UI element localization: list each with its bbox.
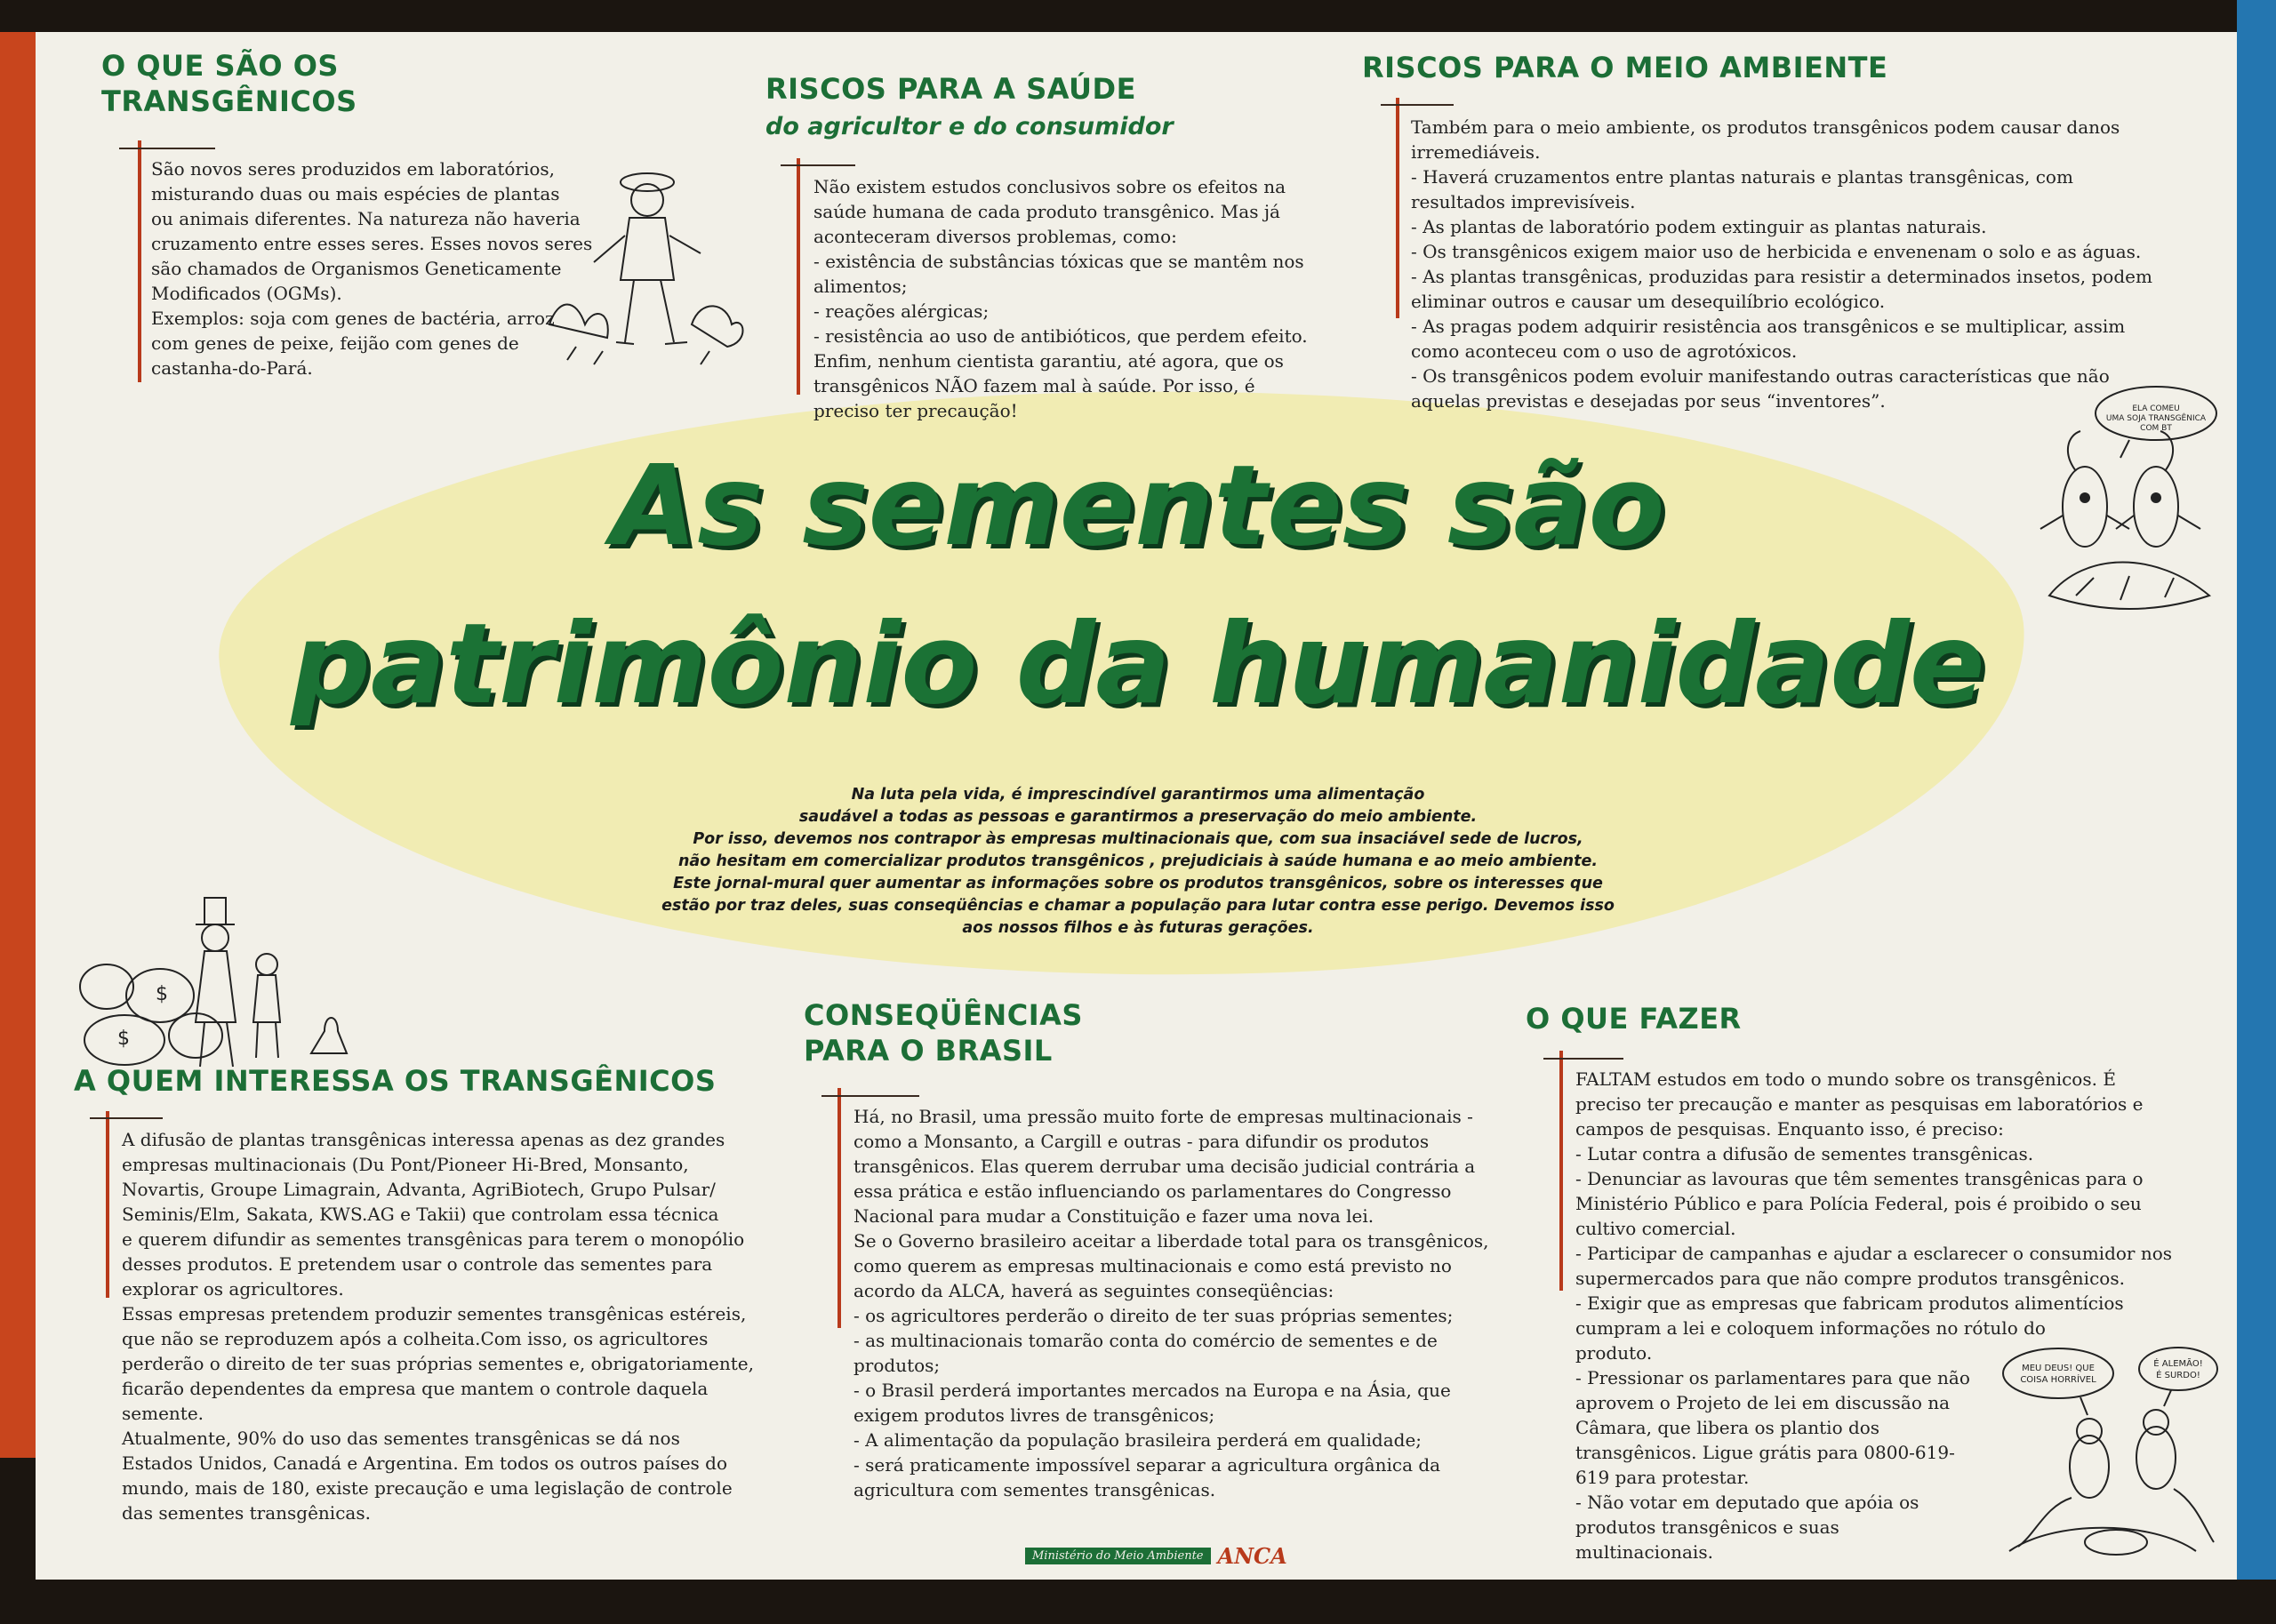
- interests-marker-bar: [90, 1117, 163, 1119]
- what-are-body: São novos seres produzidos em laboratórios, misturando duas ou mais espécies de plantas ou animais diferentes. Na natureza não haveria cruzamento entre esses seres. Esses novos seres são chamados de Organismos Geneticamente Modificados (OGMs). Exemplos: soja com genes de bactéria, arroz com genes de peixe, feijão com genes de castanha-do-Pará.: [151, 158, 593, 379]
- what-are-marker-bar: [119, 148, 215, 149]
- health-marker-bar: [781, 164, 855, 166]
- svg-text:É ALEMÃO!: É ALEMÃO!: [2153, 1359, 2203, 1369]
- svg-text:UMA SOJA TRANSGÊNICA: UMA SOJA TRANSGÊNICA: [2105, 414, 2207, 423]
- svg-text:$: $: [117, 1028, 130, 1050]
- consequences-marker-bar: [821, 1095, 919, 1097]
- environment-marker: [1396, 98, 1399, 318]
- environment-marker-bar: [1381, 104, 1454, 106]
- businessman-money-illustration: [71, 889, 373, 1076]
- main-title-line-1: As sementes são: [611, 442, 1665, 571]
- interests-heading: A QUEM INTERESSA OS TRANSGÊNICOS: [74, 1064, 717, 1098]
- environment-body: Também para o meio ambiente, os produtos transgênicos podem causar danos irremediáveis. - Haverá cruzamentos entre plantas naturais e plantas transgênicas, com resultados imprevisíveis. - As plantas de laboratório podem extinguir as plantas naturais. - Os transgênicos exigem maior uso de herbicida e envenenam o solo e as águas. - As plantas transgênicas, produzidas para resistir a determinados insetos, podem eliminar outros e causar um desequilíbrio ecológico. - As pragas podem adquirir resistência aos transgênicos e se multiplicar, assim como aconteceu com o uso de agrotóxicos. - Os transgênicos podem evoluir manifestando outras características que não aquelas previstas e desejadas por seus “inventores”.: [1411, 116, 2152, 412]
- svg-text:MEU DEUS! QUE: MEU DEUS! QUE: [2022, 1364, 2095, 1373]
- what-to-do-marker: [1559, 1051, 1563, 1291]
- consequences-heading: CONSEQÜÊNCIAS PARA O BRASIL: [804, 998, 1083, 1068]
- rats-cartoon: [1983, 1342, 2223, 1564]
- environment-heading: RISCOS PARA O MEIO AMBIENTE: [1362, 51, 1888, 84]
- left-red-strip: [0, 32, 36, 1580]
- interests-body: A difusão de plantas transgênicas interessa apenas as dez grandes empresas multinacionais (Du Pont/Pioneer Hi-Bred, Monsanto, Novartis, Groupe Limagrain, Advanta, AgriBiotech, Grupo Pulsar/ Seminis/Elm, Sakata, KWS.AG e Takii) que controlam essa técnica e querem difundir as sementes transgênicas para terem o monopólio desses produtos. E pretendem usar o controle das sementes para explorar os agricultores. Essas empresas pretendem produzir sementes transgênicas estéreis, que não se reproduzem após a colheita.Com isso, os agricultores perderão o direito de ter suas próprias sementes e, obrigatoriamente, ficarão dependentes da empresa que mantem o controle daquela semente. Atualmente, 90% do uso das sementes transgênicas se dá nos Estados Unidos, Canadá e Argentina. Em todos os outros países do mundo, mais de 180, existe precaução e uma legislação de controle das sementes transgênicas.: [122, 1129, 754, 1524]
- right-blue-strip: [2237, 0, 2276, 1580]
- left-torn-edge: [0, 1458, 36, 1580]
- interests-marker: [106, 1111, 109, 1298]
- health-body: Não existem estudos conclusivos sobre os efeitos na saúde humana de cada produto transgênico. Mas já aconteceram diversos problemas, como: - existência de substâncias tóxicas que se mantêm nos alimentos; - reações alérgicas; - resistência ao uso de antibióticos, que perdem efeito. Enfim, nenhum cientista garantiu, até agora, que os transgênicos NÃO fazem mal à saúde. Por isso, é preciso ter precaução!: [813, 176, 1308, 421]
- consequences-body: Há, no Brasil, uma pressão muito forte de empresas multinacionais - como a Monsanto, a Cargill e outras - para difundir os produtos transgênicos. Elas querem derrubar uma decisão judicial contrária a essa prática e estão influenciando os parlamentares do Congresso Nacional para mudar a Constituição e fazer uma nova lei. Se o Governo brasileiro aceitar a liberdade total para os transgênicos, como querem as empresas multinacionais e como está previsto no acordo da ALCA, haverá as seguintes conseqüências: - os agricultores perderão o direito de ter suas próprias sementes; - as multinacionais tomarão conta do comércio de sementes e de produtos; - o Brasil perderá importantes mercados na Europa e na Ásia, que exigem produtos livres de transgênicos; - A alimentação da população brasileira perderá em qualidade; - será praticamente impossível separar a agricultura orgânica da agricultura com sementes transgênicas.: [854, 1106, 1489, 1500]
- health-subheading: do agricultor e do consumidor: [765, 113, 1174, 140]
- svg-text:COISA HORRÍVEL: COISA HORRÍVEL: [2020, 1375, 2096, 1385]
- insects-cartoon: [2023, 373, 2236, 640]
- ministry-logo: Ministério do Meio Ambiente: [1025, 1548, 1211, 1564]
- farmer-illustration: [541, 147, 754, 387]
- what-to-do-heading: O QUE FAZER: [1526, 1002, 1742, 1036]
- svg-text:ELA COMEU: ELA COMEU: [2132, 404, 2180, 413]
- svg-text:$: $: [156, 983, 168, 1005]
- anca-logo: ANCA: [1217, 1543, 1287, 1569]
- intro-paragraph: Na luta pela vida, é imprescindível garantirmos uma alimentação saudável a todas as pessoas e garantirmos a preservação do meio ambiente. Por isso, devemos nos contrapor às empresas multinacionais que, com sua insaciável sede de lucros, não hesitam em comercializar produtos transgênicos , prejudiciais à saúde humana e ao meio ambiente. Este jornal-mural quer aumentar as informações sobre os produtos transgênicos, sobre os interesses que estão por traz deles, suas conseqüências e chamar a população para lutar contra esse perigo. Devemos isso aos nossos filhos e às futuras gerações.: [661, 786, 1615, 937]
- top-border: [0, 0, 2276, 32]
- what-are-heading: O QUE SÃO OS TRANSGÊNICOS: [101, 49, 357, 118]
- what-are-marker: [138, 140, 141, 382]
- health-marker: [797, 158, 800, 395]
- health-heading: RISCOS PARA A SAÚDE: [765, 72, 1136, 106]
- bottom-border: [0, 1580, 2276, 1624]
- main-title-line-2: patrimônio da humanidade: [291, 600, 1985, 729]
- what-to-do-marker-bar: [1543, 1058, 1623, 1060]
- consequences-marker: [837, 1088, 841, 1328]
- what-to-do-body: FALTAM estudos em todo o mundo sobre os transgênicos. É preciso ter precaução e manter as pesquisas em laboratórios e campos de pesquisas. Enquanto isso, é preciso: - Lutar contra a difusão de sementes transgênicas. - Denunciar as lavouras que têm sementes transgênicas para o Ministério Público e para Polícia Federal, pois é proibido o seu cultivo comercial. - Participar de campanhas e ajudar a esclarecer o consumidor nos supermercados para que não compre produtos transgênicos. - Exigir que as empresas que fabricam produtos alimentícios cumpram a lei e coloquem informações no rótulo do produto. - Pressionar os parlamentares para que não aprovem o Projeto de lei em discussão na Câmara, que libera os plantio dos transgênicos. Ligue grátis para 0800-619- 619 para protestar. - Não votar em deputado que apóia os produtos transgênicos e suas multinacionais.: [1575, 1068, 2173, 1563]
- footer-logos: [1025, 1543, 1287, 1569]
- svg-text:É SURDO!: É SURDO!: [2156, 1371, 2200, 1380]
- svg-text:COM BT: COM BT: [2140, 424, 2172, 433]
